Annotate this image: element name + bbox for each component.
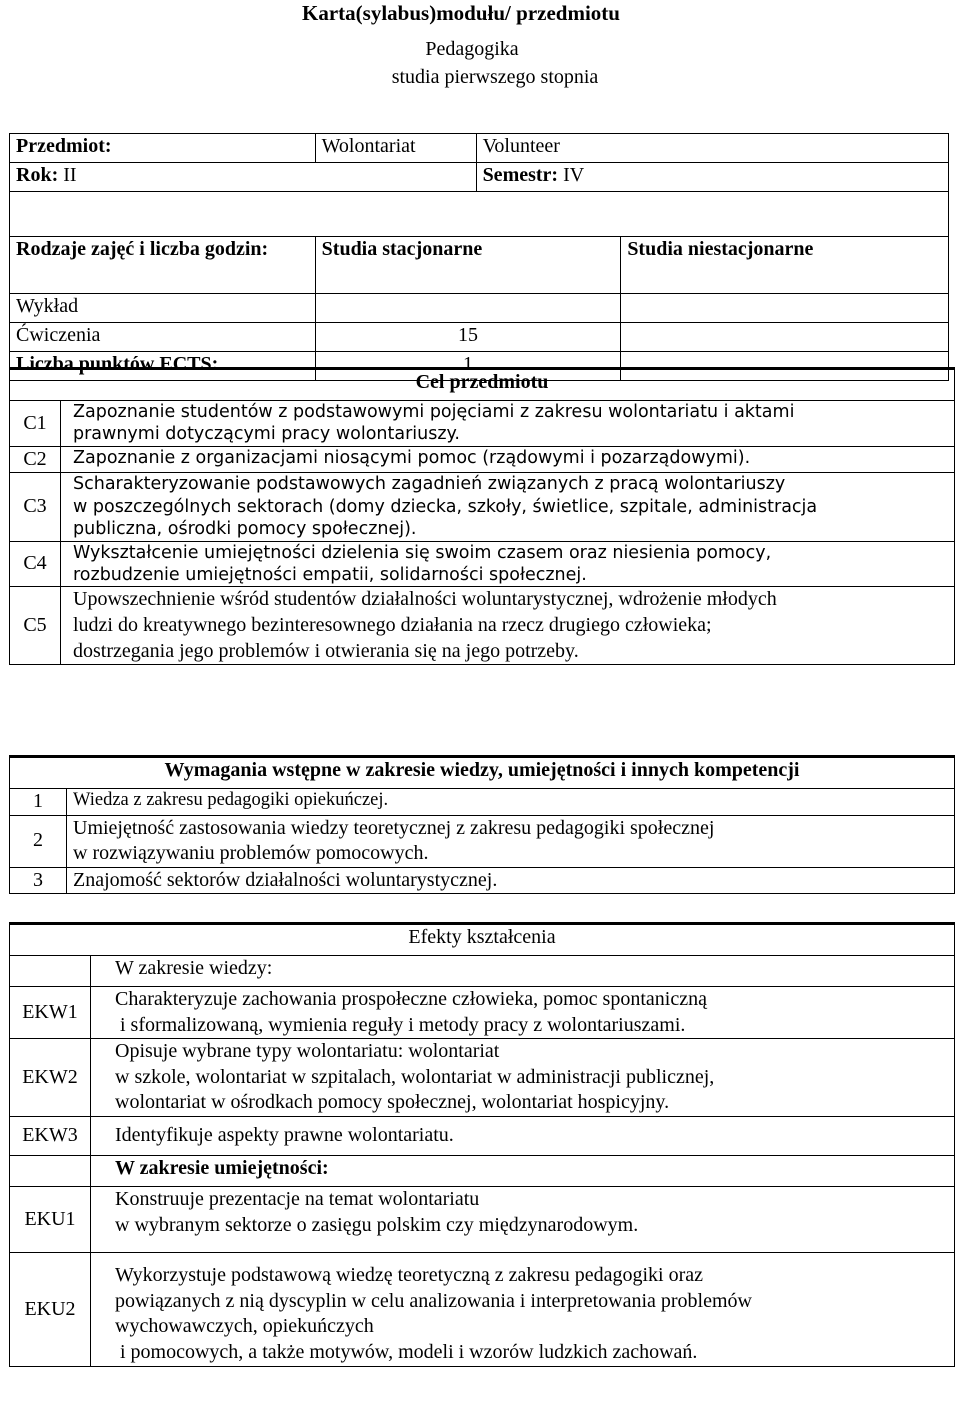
goal-text-line: rozbudzenie umiejętności empatii, solidarności społecznej.: [73, 564, 587, 585]
outcome-text-line: Konstruuje prezentacje na temat wolontariatu: [115, 1187, 480, 1210]
prerequisite-text-line: Znajomość sektorów działalności woluntarystycznej.: [73, 868, 498, 891]
prerequisite-text-line: Umiejętność zastosowania wiedzy teoretycznej z zakresu pedagogiki społecznej: [73, 816, 715, 839]
goal-text-line: Upowszechnienie wśród studentów działalności woluntarystycznej, wdrożenie młodych: [73, 588, 777, 611]
prerequisite-row: [10, 867, 955, 894]
outcome-row: [10, 1116, 955, 1155]
semester-label: Semestr:: [482, 164, 559, 186]
outcome-text-line: wychowawczych, opiekuńczych: [115, 1315, 374, 1338]
outcome-text-line: Identyfikuje aspekty prawne wolontariatu.: [115, 1124, 454, 1147]
course-goals-table: [9, 367, 955, 665]
goal-text-line: Zapoznanie z organizacjami niosącymi pomoc (rządowymi i pozarządowymi).: [73, 447, 751, 468]
prerequisites-title: Wymagania wstępne w zakresie wiedzy, umiejętności i innych kompetencji: [10, 757, 955, 789]
lecture-nonstationary-hours: [621, 294, 949, 323]
goal-text-line: publiczna, ośrodki pomocy społecznej).: [73, 519, 417, 540]
year-value: II: [63, 164, 77, 186]
goal-code: C1: [10, 401, 61, 447]
goal-row: [10, 587, 955, 665]
prerequisite-code: 1: [10, 789, 67, 816]
semester-cell: [476, 163, 948, 192]
year-cell: [10, 163, 477, 192]
ects-label: Liczba punktów ECTS:: [10, 352, 316, 381]
outcome-code: EKW1: [10, 987, 91, 1039]
outcome-code: EKU1: [10, 1186, 91, 1252]
outcome-text-line: w wybranym sektorze o zasięgu polskim czy międzynarodowym.: [115, 1213, 639, 1236]
exercises-label: Ćwiczenia: [10, 323, 316, 352]
prerequisite-text-line: Wiedza z zakresu pedagogiki opiekuńczej.: [73, 790, 389, 810]
goal-text-line: prawnymi dotyczącymi pracy wolontariuszy.: [73, 424, 460, 445]
prerequisite-text-line: w rozwiązywaniu problemów pomocowych.: [73, 842, 429, 865]
semester-value: IV: [563, 164, 585, 186]
prerequisite-code: 2: [10, 815, 67, 867]
goal-text-line: ludzi do kreatywnego bezinteresownego działania na rzecz drugiego człowieka;: [73, 613, 712, 636]
skills-section-label: W zakresie umiejętności:: [91, 1155, 955, 1186]
goal-row: [10, 446, 955, 473]
goal-code: C4: [10, 541, 61, 587]
stationary-header: Studia stacjonarne: [315, 237, 621, 294]
outcome-code: EKU2: [10, 1253, 91, 1366]
goal-row: [10, 473, 955, 541]
goal-text-line: Scharakteryzowanie podstawowych zagadnień związanych z pracą wolontariuszy: [73, 474, 786, 495]
outcome-code: EKW3: [10, 1116, 91, 1155]
lecture-label: Wykład: [10, 294, 316, 323]
outcome-text-line: Charakteryzuje zachowania prospołeczne człowieka, pomoc spontaniczną: [115, 988, 707, 1010]
year-label: Rok:: [16, 164, 59, 186]
outcome-row: [10, 1039, 955, 1117]
prerequisite-row: [10, 789, 955, 816]
goal-text-line: Wykształcenie umiejętności dzielenia się swoim czasem oraz niesienia pomocy,: [73, 542, 772, 563]
goal-text-line: w poszczególnych sektorach (domy dziecka, szkoły, świetlice, szpitale, administracja: [73, 496, 818, 517]
goal-code: C5: [10, 587, 61, 665]
prerequisite-row: [10, 815, 955, 867]
outcome-text-line: powiązanych z nią dyscyplin w celu analizowania i interpretowania problemów: [115, 1289, 752, 1312]
outcome-text-line: wolontariat w ośrodkach pomocy społecznej, wolontariat hospicyjny.: [115, 1091, 670, 1114]
nonstationary-header: Studia niestacjonarne: [621, 237, 949, 294]
document-title: Karta(sylabus)modułu/ przedmiotu: [302, 1, 620, 25]
learning-outcomes-table: [9, 922, 955, 1367]
outcome-row: [10, 1186, 955, 1252]
subject-name-pl: Wolontariat: [315, 134, 476, 163]
outcome-text-line: w szkole, wolontariat w szpitalach, wolontariat w administracji publicznej,: [115, 1065, 715, 1088]
outcome-row: [10, 1253, 955, 1366]
outcome-text-line: Wykorzystuje podstawową wiedzę teoretyczną z zakresu pedagogiki oraz: [115, 1264, 703, 1287]
outcomes-title: Efekty kształcenia: [10, 924, 955, 956]
goal-text-line: dostrzegania jego problemów i otwierania się na jego potrzeby.: [73, 639, 579, 662]
ects-value: 1: [315, 352, 621, 381]
outcome-row: [10, 987, 955, 1039]
goal-text-line: Zapoznanie studentów z podstawowymi pojęciami z zakresu wolontariatu i aktami: [73, 402, 795, 422]
goal-code: C2: [10, 446, 61, 473]
goal-row: [10, 541, 955, 587]
subject-name-en: Volunteer: [476, 134, 948, 163]
goals-title: Cel przedmiotu: [10, 369, 955, 401]
subject-label: Przedmiot:: [10, 134, 316, 163]
class-types-label: Rodzaje zajęć i liczba godzin:: [10, 237, 316, 294]
course-info-table: [9, 133, 949, 381]
exercises-stationary-hours: 15: [315, 323, 621, 352]
spacer-row: [10, 192, 949, 237]
outcome-text-line: i sformalizowaną, wymienia reguły i metody pracy z wolontariuszami.: [115, 1013, 686, 1036]
goal-row: [10, 401, 955, 447]
prerequisite-code: 3: [10, 867, 67, 894]
goal-code: C3: [10, 473, 61, 541]
program-name: Pedagogika: [425, 38, 519, 60]
outcome-text-line: i pomocowych, a także motywów, modeli i wzorów ludzkich zachowań.: [115, 1340, 698, 1363]
prerequisites-table: [9, 755, 955, 894]
outcome-code: EKW2: [10, 1039, 91, 1117]
exercises-nonstationary-hours: [621, 323, 949, 352]
study-level: studia pierwszego stopnia: [391, 66, 599, 88]
knowledge-section-label: W zakresie wiedzy:: [91, 956, 955, 987]
lecture-stationary-hours: [315, 294, 621, 323]
outcome-text-line: Opisuje wybrane typy wolontariatu: wolontariat: [115, 1040, 500, 1063]
